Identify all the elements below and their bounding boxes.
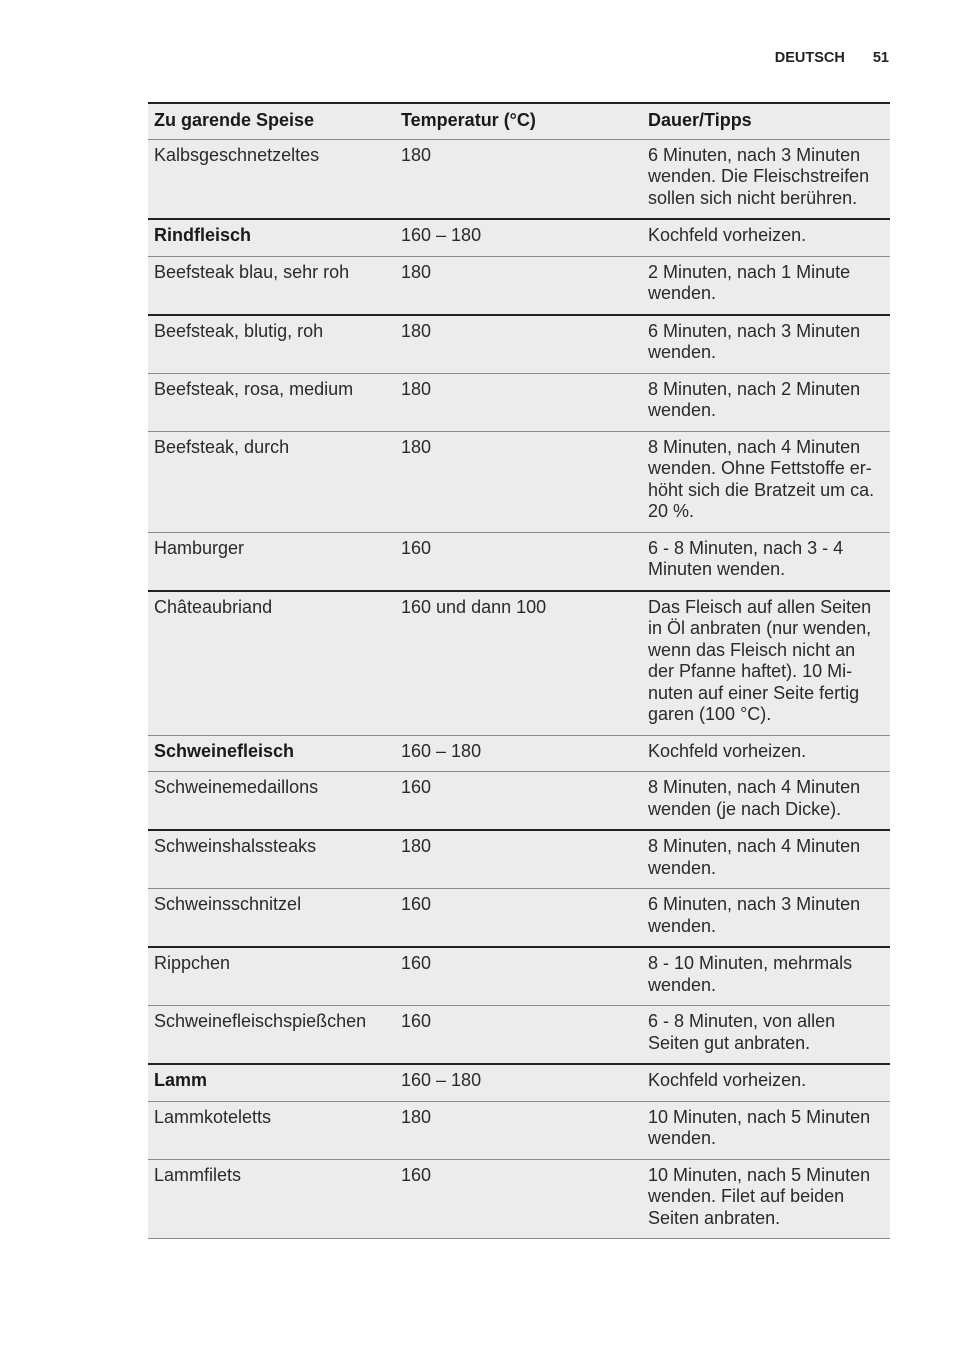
temperature-cell: 180 xyxy=(395,256,642,315)
page-header xyxy=(775,50,889,66)
temperature-cell: 160 xyxy=(395,532,642,591)
temperature-cell: 180 xyxy=(395,1101,642,1159)
food-cell: Rindfleisch xyxy=(148,219,395,256)
table-row xyxy=(148,1006,890,1065)
tips-cell: 8 Minuten, nach 2 Minuten wenden. xyxy=(642,373,890,431)
table-row-category xyxy=(148,1064,890,1101)
food-cell: Hamburger xyxy=(148,532,395,591)
temperature-cell: 180 xyxy=(395,830,642,889)
temperature-cell: 160 xyxy=(395,1006,642,1065)
cooking-table xyxy=(148,102,890,1239)
temperature-cell: 160 xyxy=(395,772,642,831)
table-row xyxy=(148,256,890,315)
temperature-cell: 160 – 180 xyxy=(395,735,642,772)
temperature-cell: 180 xyxy=(395,373,642,431)
temperature-cell: 160 und dann 100 xyxy=(395,591,642,736)
temperature-cell: 160 – 180 xyxy=(395,219,642,256)
tips-cell: 10 Minuten, nach 5 Minuten wenden. xyxy=(642,1101,890,1159)
column-header-temperature: Temperatur (°C) xyxy=(395,103,642,139)
table-row xyxy=(148,889,890,948)
table-row xyxy=(148,1101,890,1159)
column-header-food: Zu garende Speise xyxy=(148,103,395,139)
food-cell: Schweinemedaillons xyxy=(148,772,395,831)
table-row xyxy=(148,315,890,374)
tips-cell: 6 Minuten, nach 3 Minuten wenden. xyxy=(642,315,890,374)
tips-cell: Das Fleisch auf allen Seiten in Öl anbraten (nur wenden, wenn das Fleisch nicht an der Pfanne haftet). 10 Mi- nuten auf einer Seite fertig garen (100 °C). xyxy=(642,591,890,736)
food-cell: Beefsteak, blutig, roh xyxy=(148,315,395,374)
table-row xyxy=(148,591,890,736)
food-cell: Schweinefleisch xyxy=(148,735,395,772)
language-label: DEUTSCH xyxy=(774,50,845,66)
table-row-category xyxy=(148,219,890,256)
temperature-cell: 160 xyxy=(395,889,642,948)
table-row xyxy=(148,947,890,1006)
food-cell: Lammkoteletts xyxy=(148,1101,395,1159)
table-header-row xyxy=(148,103,890,139)
table-row xyxy=(148,532,890,591)
column-header-tips: Dauer/Tipps xyxy=(642,103,890,139)
tips-cell: Kochfeld vorheizen. xyxy=(642,735,890,772)
food-cell: Schweinsschnitzel xyxy=(148,889,395,948)
food-cell: Schweinefleischspießchen xyxy=(148,1006,395,1065)
food-cell: Lammfilets xyxy=(148,1159,395,1239)
food-cell: Schweinshalssteaks xyxy=(148,830,395,889)
tips-cell: 8 - 10 Minuten, mehrmals wenden. xyxy=(642,947,890,1006)
table-row xyxy=(148,373,890,431)
table-row xyxy=(148,431,890,532)
tips-cell: 6 - 8 Minuten, von allen Seiten gut anbraten. xyxy=(642,1006,890,1065)
temperature-cell: 160 – 180 xyxy=(395,1064,642,1101)
tips-cell: 6 - 8 Minuten, nach 3 - 4 Minuten wenden. xyxy=(642,532,890,591)
tips-cell: 10 Minuten, nach 5 Minuten wenden. Filet auf beiden Seiten anbraten. xyxy=(642,1159,890,1239)
tips-cell: Kochfeld vorheizen. xyxy=(642,1064,890,1101)
tips-cell: Kochfeld vorheizen. xyxy=(642,219,890,256)
tips-cell: 2 Minuten, nach 1 Minute wenden. xyxy=(642,256,890,315)
table-row xyxy=(148,772,890,831)
tips-cell: 6 Minuten, nach 3 Minuten wenden. xyxy=(642,889,890,948)
food-cell: Rippchen xyxy=(148,947,395,1006)
temperature-cell: 180 xyxy=(395,139,642,219)
temperature-cell: 160 xyxy=(395,1159,642,1239)
food-cell: Beefsteak blau, sehr roh xyxy=(148,256,395,315)
page-number: 51 xyxy=(872,50,889,66)
food-cell: Beefsteak, durch xyxy=(148,431,395,532)
food-cell: Beefsteak, rosa, medium xyxy=(148,373,395,431)
table-row xyxy=(148,1159,890,1239)
food-cell: Lamm xyxy=(148,1064,395,1101)
temperature-cell: 160 xyxy=(395,947,642,1006)
tips-cell: 8 Minuten, nach 4 Minuten wenden (je nach Dicke). xyxy=(642,772,890,831)
tips-cell: 6 Minuten, nach 3 Minuten wenden. Die Fleischstreifen sollen sich nicht berühren. xyxy=(642,139,890,219)
tips-cell: 8 Minuten, nach 4 Minuten wenden. Ohne Fettstoffe er- höht sich die Bratzeit um ca. 20 %. xyxy=(642,431,890,532)
temperature-cell: 180 xyxy=(395,431,642,532)
food-cell: Châteaubriand xyxy=(148,591,395,736)
table-row xyxy=(148,830,890,889)
table-row-category xyxy=(148,735,890,772)
tips-cell: 8 Minuten, nach 4 Minuten wenden. xyxy=(642,830,890,889)
temperature-cell: 180 xyxy=(395,315,642,374)
food-cell: Kalbsgeschnetzeltes xyxy=(148,139,395,219)
table-row xyxy=(148,139,890,219)
